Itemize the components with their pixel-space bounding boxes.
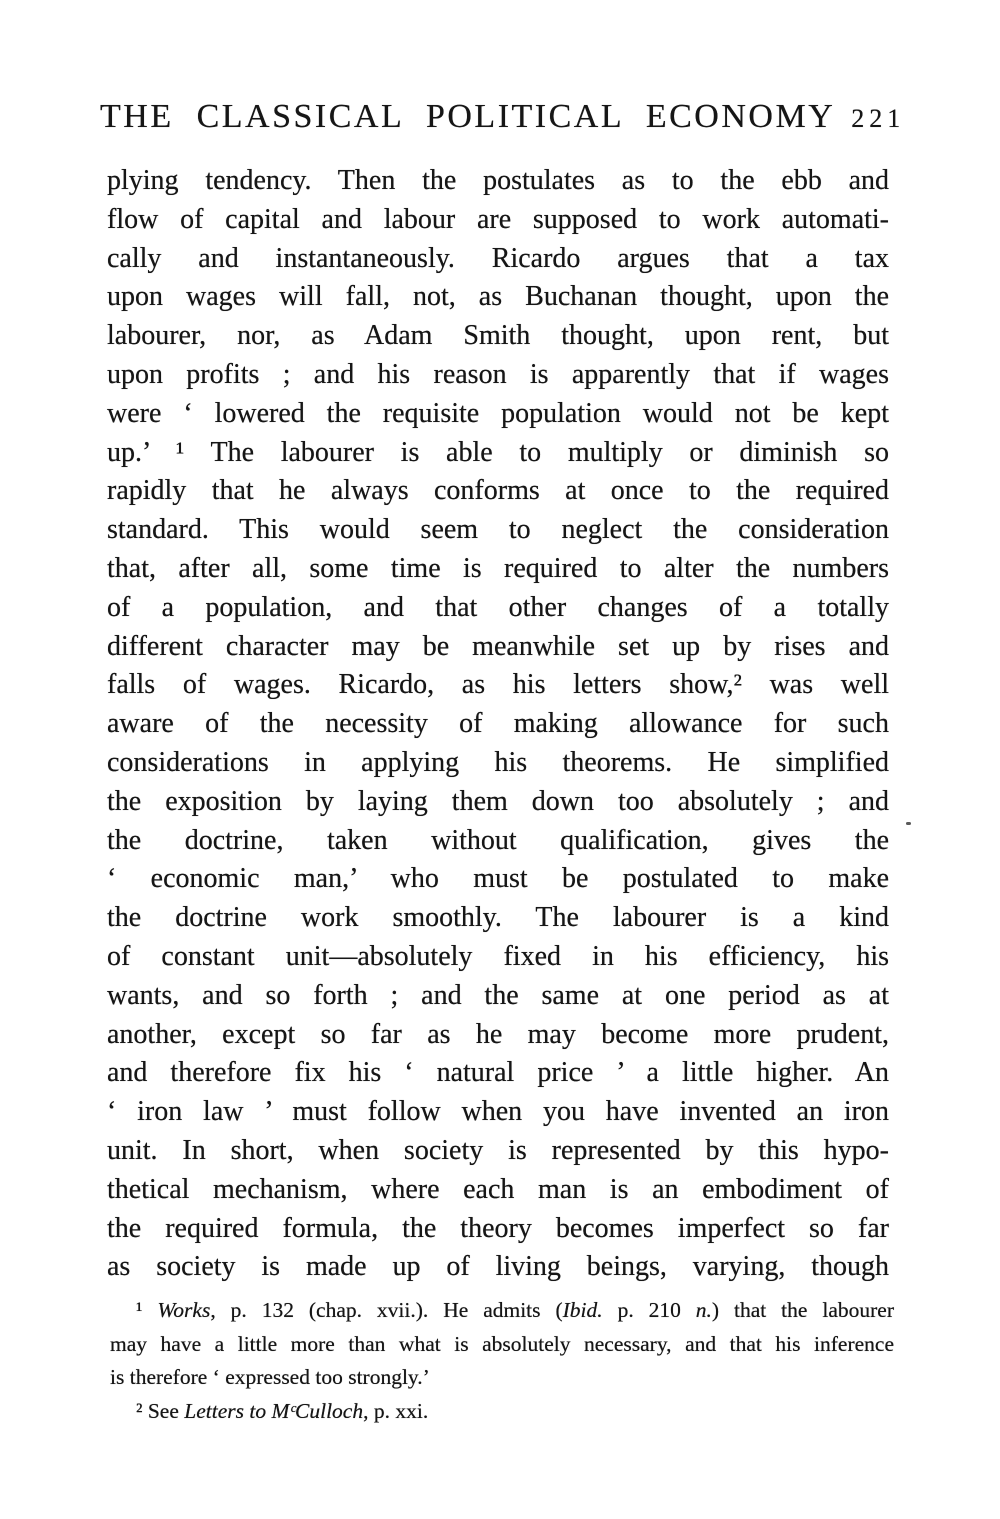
footnote-2-marker-text: ² See <box>136 1398 185 1423</box>
footnote-1-line-3: is therefore ‘ expressed too strongly.’ <box>110 1365 430 1390</box>
body-line: considerations in applying his theorems. He simplified <box>107 746 889 778</box>
body-line: ‘ economic man,’ who must be postulated to make <box>107 863 889 895</box>
footnote-1-marker: ¹ <box>136 1298 158 1322</box>
body-line: were ‘ lowered the requisite population would not be kept <box>107 397 889 429</box>
footnote-1-line-1 <box>110 1294 894 1328</box>
body-line: the doctrine, taken without qualification, gives the <box>107 824 889 856</box>
page-header <box>100 98 906 136</box>
body-line: the doctrine work smoothly. The labourer is a kind <box>107 902 889 934</box>
footnote-2-text: , p. xxi. <box>363 1398 429 1423</box>
body-line: the exposition by laying them down too absolutely ; and <box>107 785 889 817</box>
footnote-1-line-2: may have a little more than what is absolutely necessary, and that his inference <box>110 1331 894 1356</box>
running-title: THE CLASSICAL POLITICAL ECONOMY <box>100 98 836 135</box>
footnote-2 <box>110 1395 894 1429</box>
body-line: labourer, nor, as Adam Smith thought, upon rent, but <box>107 320 889 352</box>
footnotes <box>110 1294 894 1428</box>
body-text <box>107 162 889 1287</box>
footnote-1-ibid: Ibid. <box>562 1298 603 1322</box>
body-line: upon wages will fall, not, as Buchanan thought, upon the <box>107 281 889 313</box>
body-line: another, except so far as he may become more prudent, <box>107 1018 889 1050</box>
body-line: falls of wages. Ricardo, as his letters show,² was well <box>107 669 889 701</box>
body-line: that, after all, some time is required to alter the numbers <box>107 552 889 584</box>
body-line: rapidly that he always conforms at once to the required <box>107 475 889 507</box>
body-line: different character may be meanwhile set up by rises and <box>107 630 889 662</box>
body-line: plying tendency. Then the postulates as to the ebb and <box>107 165 889 196</box>
body-line: ‘ iron law ’ must follow when you have invented an iron <box>107 1096 889 1128</box>
body-line: aware of the necessity of making allowance for such <box>107 708 889 740</box>
body-line: thetical mechanism, where each man is an embodiment of <box>107 1173 889 1205</box>
body-line: of constant unit—absolutely fixed in his efficiency, his <box>107 940 889 972</box>
body-line: of a population, and that other changes of a totally <box>107 591 889 623</box>
scan-artifact-speck <box>906 822 911 825</box>
body-line: the required formula, the theory becomes imperfect so far <box>107 1212 889 1244</box>
footnote-1-work-title: Works <box>157 1298 211 1322</box>
body-line: upon profits ; and his reason is apparently that if wages <box>107 358 889 390</box>
body-line: flow of capital and labour are supposed to work automati- <box>107 203 889 235</box>
body-line: as society is made up of living beings, varying, though <box>107 1251 889 1283</box>
page-number: 221 <box>851 104 906 133</box>
footnote-1-text-c: ) that the labourer <box>711 1298 894 1322</box>
footnote-2-work-title: Letters to MᶜCulloch <box>184 1398 364 1423</box>
footnote-1-text-a: , p. 132 (chap. xvii.). He admits ( <box>210 1298 563 1322</box>
body-line: unit. In short, when society is represented by this hypo- <box>107 1134 889 1166</box>
body-line: up.’ ¹ The labourer is able to multiply or diminish so <box>107 436 889 468</box>
body-line: wants, and so forth ; and the same at one period as at <box>107 979 889 1011</box>
body-line: standard. This would seem to neglect the consideration <box>107 514 889 546</box>
footnote-1-note-abbrev: n. <box>695 1298 712 1322</box>
footnote-1-text-b: p. 210 <box>602 1298 696 1322</box>
body-line: cally and instantaneously. Ricardo argues that a tax <box>107 242 889 274</box>
body-line: and therefore fix his ‘ natural price ’ a little higher. An <box>107 1057 889 1089</box>
